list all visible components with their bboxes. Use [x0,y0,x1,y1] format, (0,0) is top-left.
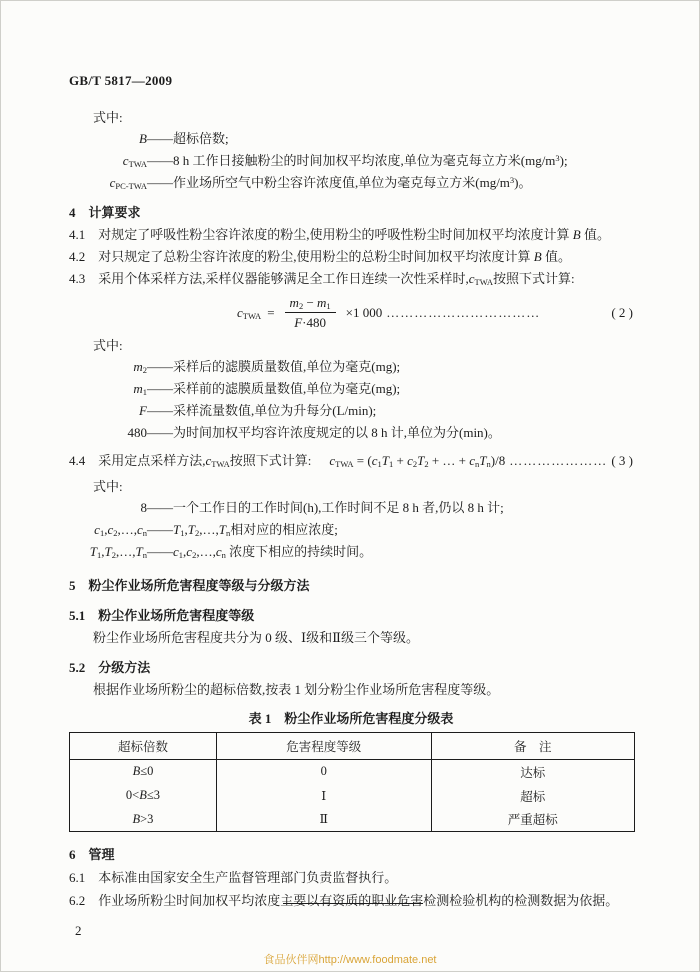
where-label-2: 式中: [93,338,123,353]
clause-6-1: 6.1 本标准由国家安全生产监督管理部门负责监督执行。 [69,870,398,885]
clause-4-2: 4.2 对只规定了总粉尘容许浓度的粉尘,使用粉尘的总粉尘时间加权平均浓度计算 B 值。 [69,249,571,264]
table-cell: 超标 [431,784,634,808]
formula-3-expression: $c_{TWA} = (c_1T_1 + c_2T_2$ + … + $c_nT_n)/8$ [329,453,506,469]
table-cell: 严重超标 [431,808,634,832]
def-symbol: $T_1,T_2,\dots,T_n$ [89,544,147,560]
clause-5-1-heading: 5.1 粉尘作业场所危害程度等级 [69,608,255,623]
formula-2-multiplier: ×1 000 [345,304,383,320]
watermark-text: 食品伙伴网http://www.foodmate.net [263,954,437,966]
symbol-definition-m2 [69,356,633,378]
clause-6-2: 6.2 作业场所粉尘时间加权平均浓度主要以有资质的职业危害检测检验机构的检测数据为依据。 [69,893,619,908]
def-symbol: F [139,403,147,418]
clause-4-3: 4.3 采用个体采样方法,采样仪器能够满足全工作日连续一次性采样时$,c_{TWA}$按照下式计算: [69,271,575,287]
def-description: $——c_1,c_2,\dots,c_n$ 浓度下相应的持续时间。 [147,544,373,560]
def-description: $——T_1,T_2,\dots,T_n$相对应的相应浓度; [147,522,338,538]
table-cell: 0<B≤3 [125,788,160,802]
page-number: 2 [75,923,82,938]
def-symbol: $c_{PC-TWA}$ [109,175,147,191]
def-description: ——为时间加权平均容许浓度规定的以 8 h 计,单位为分(min)。 [147,425,501,440]
def-symbol: $c_1,c_2,\dots,c_n$ [94,522,147,538]
table-header-row [70,733,635,760]
formula-2 [69,294,633,331]
def-description: ——作业场所空气中粉尘容许浓度值,单位为毫克每立方米$(mg/m^3)$。 [147,175,532,190]
dotted-leader: ………………… [509,453,608,468]
symbol-definition-c-series [69,519,633,541]
table-cell: Ⅰ [216,784,431,808]
def-description: ——采样后的滤膜质量数值,单位为毫克(mg); [147,359,401,374]
formula-2-lhs: $c_{TWA}$ [237,304,262,321]
fraction-denominator: F·480 [294,315,326,330]
equals-sign: = [267,304,275,320]
symbol-definition-480 [69,422,633,444]
table-row [70,784,635,808]
hazard-grade-table [69,732,635,832]
column-header: 备 注 [431,733,634,760]
table-cell: 达标 [431,760,634,784]
symbol-definition-ctwa [69,150,633,172]
fraction-numerator: $m_2 - m_1$ [285,294,336,313]
table-1-caption: 表 1 粉尘作业场所危害程度分级表 [248,711,454,726]
table-cell: B≤0 [132,764,154,779]
table-cell: 0 [216,760,431,784]
column-header: 危害程度等级 [216,733,431,760]
formula-3-number: ( 3 ) [611,453,633,468]
def-symbol: $m_1$ [133,381,147,397]
table-row [70,808,635,832]
clause-4-4-text: 4.4 采用定点采样方法$,c_{TWA}$按照下式计算: [69,453,312,469]
def-symbol: $c_{TWA}$ [122,153,147,169]
where-label-3: 式中: [93,479,123,494]
formula-2-number: ( 2 ) [611,304,633,320]
clause-5-2-text: 根据作业场所粉尘的超标倍数,按表 1 划分粉尘作业场所危害程度等级。 [93,682,500,697]
table-cell: Ⅱ [216,808,431,832]
clause-4-1: 4.1 对规定了呼吸性粉尘容许浓度的粉尘,使用粉尘的呼吸性粉尘时间加权平均浓度计算 B 值。 [69,227,610,242]
clause-5-2-heading: 5.2 分级方法 [69,660,151,675]
symbol-definition-B [69,128,633,150]
column-header: 超标倍数 [70,733,217,760]
def-symbol: 480 [127,425,147,440]
table-row [70,760,635,784]
def-description: ——8 h 工作日接触粉尘的时间加权平均浓度,单位为毫克每立方米$(mg/m^3)$; [147,153,568,168]
section-5-heading: 5 粉尘作业场所危害程度等级与分级方法 [69,578,310,593]
section-6-heading: 6 管理 [69,847,115,862]
dotted-leader: …………………………… [386,304,541,320]
table-cell: B>3 [132,811,154,826]
clause-4-4 [69,450,633,472]
def-symbol: 8 [140,500,147,515]
def-description: ——超标倍数; [147,131,229,146]
symbol-definition-cpctwa [69,172,633,194]
def-symbol: B [139,131,147,146]
standard-number: GB/T 5817—2009 [69,73,173,88]
formula-2-expression [237,294,382,331]
symbol-definition-t-series [69,541,633,563]
symbol-definition-8 [69,497,633,519]
def-description: ——一个工作日的工作时间(h),工作时间不足 8 h 者,仍以 8 h 计; [147,500,504,515]
section-4-heading: 4 计算要求 [69,205,141,220]
def-symbol: $m_2$ [133,359,147,375]
symbol-definition-m1 [69,378,633,400]
where-label-1: 式中: [93,110,123,125]
def-description: ——采样前的滤膜质量数值,单位为毫克(mg); [147,381,401,396]
fraction [285,294,336,331]
end-of-text-rule [283,903,423,904]
symbol-definition-F [69,400,633,422]
def-description: ——采样流量数值,单位为升每分(L/min); [147,403,377,418]
clause-5-1-text: 粉尘作业场所危害程度共分为 0 级、Ⅰ级和Ⅱ级三个等级。 [93,630,419,645]
